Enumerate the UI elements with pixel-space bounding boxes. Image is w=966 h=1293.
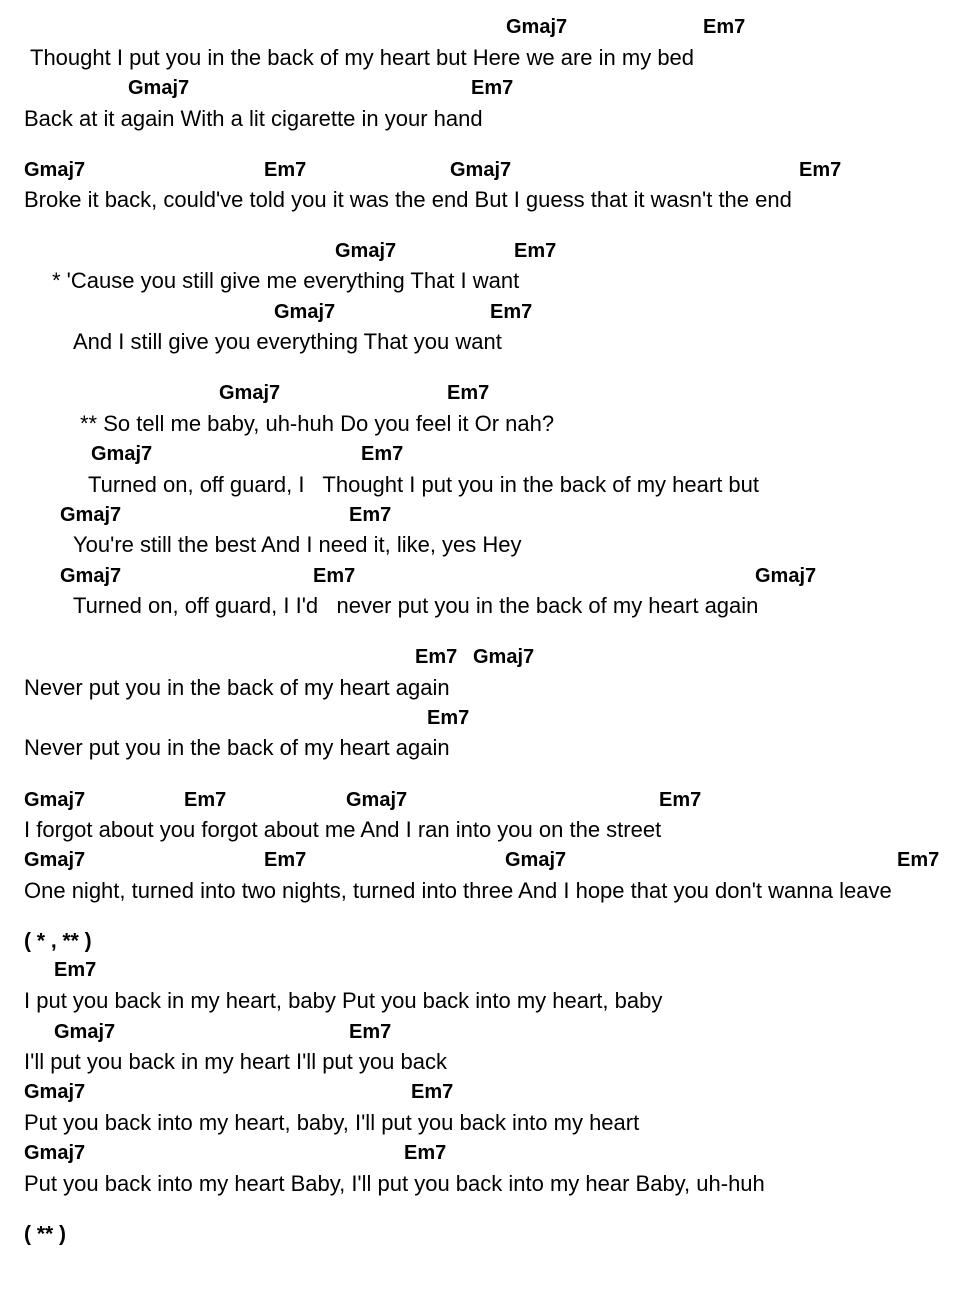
chord-label: Em7	[264, 849, 307, 871]
section-repeat-marker: ( * , ** )	[24, 929, 92, 953]
lyric-line: You're still the best And I need it, like, yes Hey	[73, 532, 522, 557]
lyric-line: And I still give you everything That you want	[73, 329, 502, 354]
chord-label: Gmaj7	[91, 443, 153, 465]
lyric-line: I put you back in my heart, baby Put you back into my heart, baby	[24, 988, 663, 1013]
chord-label: Em7	[471, 77, 514, 99]
chord-label: Gmaj7	[473, 646, 535, 668]
lyric-line: One night, turned into two nights, turned into three And I hope that you don't wanna leave	[24, 878, 892, 903]
lyric-line: I'll put you back in my heart I'll put you back	[24, 1049, 447, 1074]
lyric-line: Put you back into my heart, baby, I'll put you back into my heart	[24, 1110, 640, 1135]
chord-label: Gmaj7	[506, 16, 568, 38]
chord-label: Em7	[349, 504, 392, 526]
chord-label: Gmaj7	[128, 77, 190, 99]
chord-label: Gmaj7	[60, 565, 122, 587]
chord-label: Em7	[799, 159, 842, 181]
chord-label: Gmaj7	[274, 301, 336, 323]
lyric-line: Turned on, off guard, I I'd never put you in the back of my heart again	[73, 593, 759, 618]
lyric-line: Put you back into my heart Baby, I'll put you back into my hear Baby, uh-huh	[24, 1171, 765, 1196]
chord-label: Em7	[703, 16, 746, 38]
chord-label: Em7	[659, 789, 702, 811]
lyric-line: Never put you in the back of my heart again	[24, 735, 450, 760]
chord-label: Em7	[514, 240, 557, 262]
chord-label: Gmaj7	[450, 159, 512, 181]
lyric-line: ** So tell me baby, uh-huh Do you feel it Or nah?	[80, 411, 555, 436]
chord-label: Gmaj7	[54, 1021, 116, 1043]
chord-label: Em7	[427, 707, 470, 729]
chord-label: Em7	[447, 382, 490, 404]
chord-label: Gmaj7	[24, 159, 86, 181]
chord-label: Gmaj7	[755, 565, 817, 587]
chord-label: Em7	[313, 565, 356, 587]
chord-label: Em7	[264, 159, 307, 181]
lyric-line: Broke it back, could've told you it was the end But I guess that it wasn't the end	[24, 187, 792, 212]
chord-label: Gmaj7	[24, 1142, 86, 1164]
chord-label: Em7	[361, 443, 404, 465]
chord-label: Gmaj7	[24, 1081, 86, 1103]
chord-label: Gmaj7	[346, 789, 408, 811]
lyric-line: Thought I put you in the back of my heart but Here we are in my bed	[30, 45, 695, 70]
chord-label: Em7	[54, 959, 97, 981]
chord-label: Gmaj7	[24, 849, 86, 871]
lyric-line: Never put you in the back of my heart again	[24, 675, 450, 700]
chord-label: Em7	[411, 1081, 454, 1103]
lyric-line: * 'Cause you still give me everything That I want	[52, 268, 520, 293]
chord-label: Em7	[349, 1021, 392, 1043]
chord-label: Gmaj7	[505, 849, 567, 871]
lyric-line: I forgot about you forgot about me And I ran into you on the street	[24, 817, 662, 842]
chord-label: Em7	[490, 301, 533, 323]
chord-label: Em7	[897, 849, 940, 871]
chord-label: Em7	[415, 646, 458, 668]
chord-label: Em7	[184, 789, 227, 811]
chord-label: Gmaj7	[335, 240, 397, 262]
chord-label: Gmaj7	[219, 382, 281, 404]
section-repeat-marker: ( ** )	[24, 1222, 66, 1246]
chord-label: Gmaj7	[60, 504, 122, 526]
chord-label: Em7	[404, 1142, 447, 1164]
chord-label: Gmaj7	[24, 789, 86, 811]
lyric-line: Back at it again With a lit cigarette in your hand	[24, 106, 483, 131]
lyric-line: Turned on, off guard, I Thought I put you in the back of my heart but	[88, 472, 760, 497]
